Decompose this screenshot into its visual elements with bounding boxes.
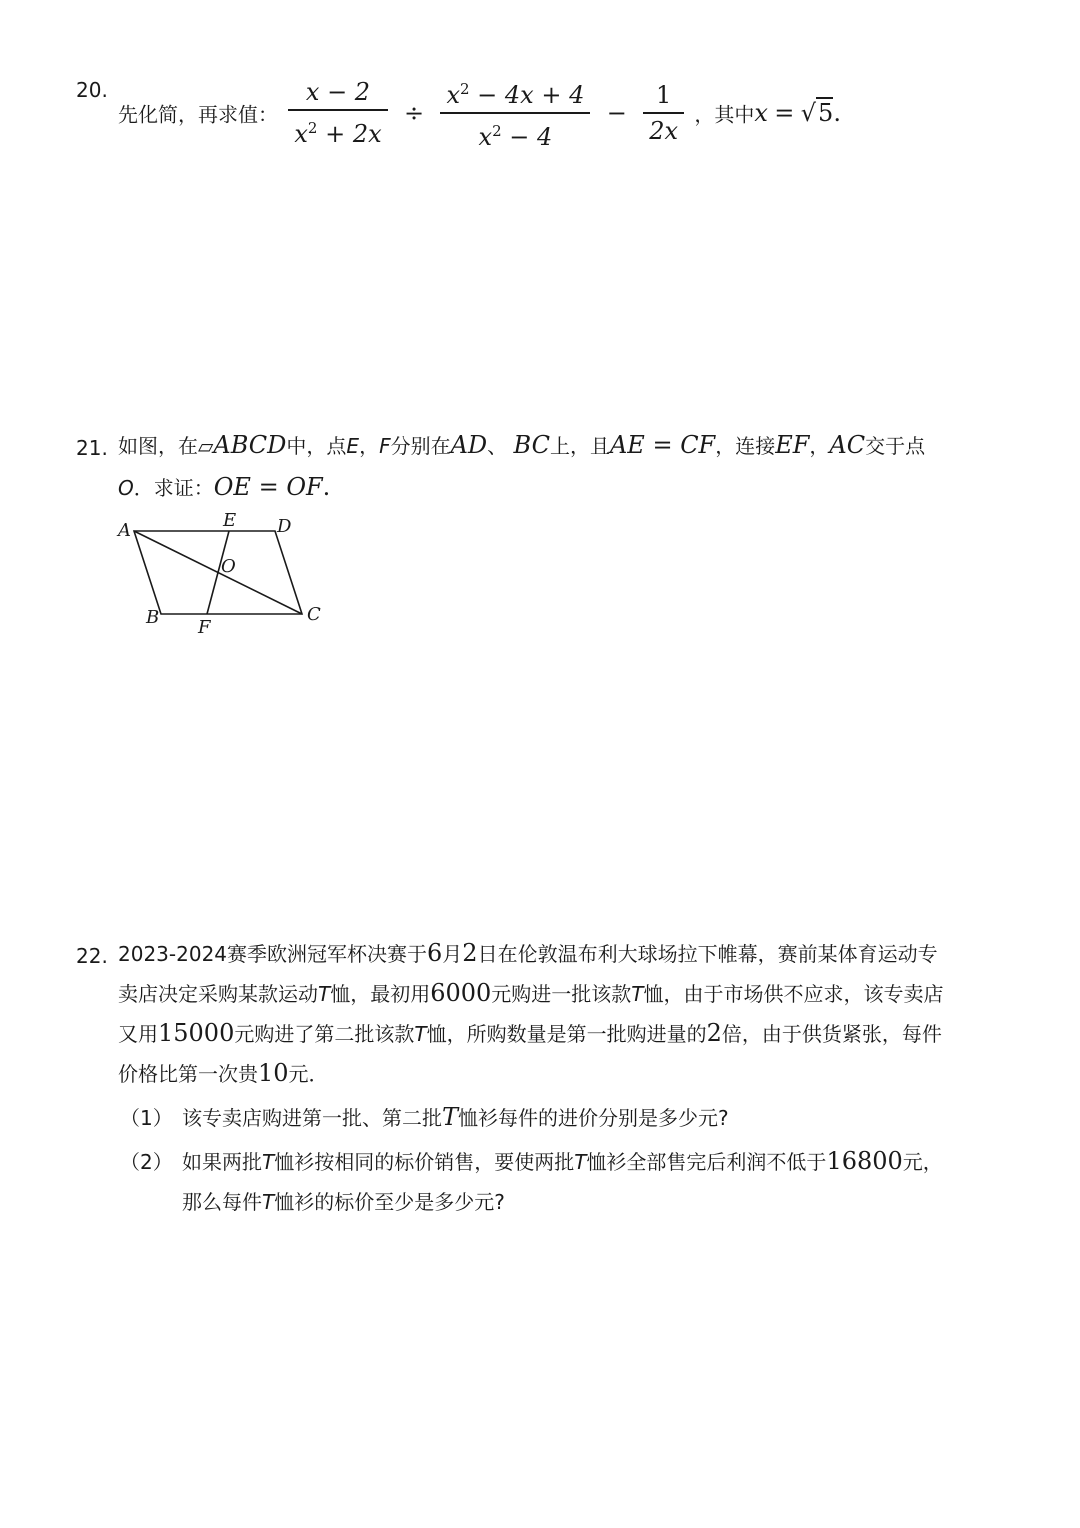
text: 、 [487,434,508,458]
fraction-1 [288,75,387,151]
label-o: O [221,556,236,577]
number: 10 [258,1059,289,1087]
term: − 4 [501,123,553,151]
math-ac: AC [829,431,866,459]
text: 恤衫的标价至少是多少元? [274,1190,505,1214]
sqrt-icon: √ [800,99,817,127]
fraction-1-numerator: x − 2 [288,75,387,111]
text: 2023-2024赛季欧洲冠军杯决赛于 [118,942,428,966]
text: 元购进了第二批该款 [234,1022,415,1046]
question-21-line-2 [118,472,330,501]
fraction-2-denominator [440,114,590,154]
math-ef: EF [775,431,810,459]
math-bc: BC [513,431,550,459]
x-variable: x [754,99,768,127]
term: + 2x [317,120,382,148]
sub-question-label: （2） [120,1150,173,1174]
label-f: F [198,617,211,638]
text: 又用 [118,1022,158,1046]
text: 恤衫每件的进价分别是多少元? [458,1106,729,1130]
term: − 4x + 4 [469,81,585,109]
point-f: F [379,434,391,458]
text: 卖店决定采购某款运动 [118,982,318,1006]
letter-t: T [414,1022,427,1046]
question-22-line [118,1058,329,1087]
text: 恤，由于市场供不应求，该专卖店 [643,982,944,1006]
label-c: C [307,604,321,625]
period: . [833,99,841,127]
point-o: O [118,476,134,500]
letter-t: T [574,1150,587,1174]
label-a: A [118,520,131,541]
point-e: E [346,434,360,458]
math-t: T [442,1103,459,1131]
number: 16800 [826,1147,903,1175]
number: 6 [427,939,443,967]
math-abcd: ABCD [213,431,287,459]
text: 那么每件 [182,1190,262,1214]
parallelogram-icon: ▱ [198,434,214,458]
text: 恤衫按相同的标价销售，要使两批 [274,1150,575,1174]
text: 上，且 [549,434,610,458]
number: 2 [462,939,478,967]
divide-operator: ÷ [403,99,425,127]
letter-t: T [631,982,644,1006]
math-ae-eq-cf: AE = CF [609,431,716,459]
label-e: E [223,510,237,531]
text: 恤，最初用 [330,982,431,1006]
parallelogram-figure [110,508,340,638]
sqrt-expression [801,97,841,127]
text: 元， [902,1150,943,1174]
text: 元． [288,1062,329,1086]
number: 6000 [430,979,492,1007]
text: 恤，所购数量是第一批购进量的 [426,1022,707,1046]
sub-question-2-line-1 [120,1146,943,1175]
text: 如果两批 [182,1150,262,1174]
fraction-3-denominator: 2x [649,117,678,145]
label-b: B [146,607,160,628]
text: 月 [442,942,463,966]
text: 交于点 [865,434,926,458]
sub-question-1 [120,1102,729,1131]
fraction-1-denominator [288,111,387,151]
where-text: ，其中 [694,102,755,127]
fraction-3 [643,78,684,148]
exponent: 2 [460,80,470,98]
fraction-2-numerator [440,72,590,114]
question-20-prefix: 先化简，再求值： [118,102,278,127]
exponent: 2 [492,122,502,140]
text: 分别在 [390,434,451,458]
question-22-line [118,938,938,967]
fraction-3-numerator: 1 [643,78,684,114]
letter-t: T [262,1190,275,1214]
text: ， [359,434,380,458]
exponent: 2 [307,119,318,137]
math-oe-eq-of: OE = OF [213,473,323,501]
question-22-line [118,978,944,1007]
question-20-expression [118,72,841,154]
question-22-line [118,1018,942,1047]
fraction-2 [440,72,590,154]
text: 中，点 [286,434,347,458]
question-number: 20. [76,78,108,102]
question-number: 22. [76,944,108,968]
math-ad: AD [450,431,488,459]
var: x [446,81,460,109]
equals-sign: = [774,99,795,127]
text: 日在伦敦温布利大球场拉下帷幕，赛前某体育运动专 [477,942,938,966]
sqrt-radicand: 5 [818,99,834,127]
text: ．求证： [133,476,214,500]
text: ， [809,434,830,458]
question-number: 21. [76,436,108,460]
letter-t: T [262,1150,275,1174]
text: 价格比第一次贵 [118,1062,258,1086]
sub-question-2-line-2 [182,1186,505,1215]
sub-question-label: （1） [120,1106,173,1130]
letter-t: T [318,982,331,1006]
question-21-line-1 [118,430,925,459]
text: 如图，在 [118,434,198,458]
text: 倍，由于供货紧张，每件 [721,1022,942,1046]
minus-operator: − [606,99,627,127]
number: 15000 [158,1019,235,1047]
text: 该专卖店购进第一批、第二批 [182,1106,442,1130]
var: x [294,120,308,148]
label-d: D [277,516,292,537]
var: x [478,123,493,151]
period: . [322,473,331,501]
text: 元购进一批该款 [491,982,632,1006]
text: ，连接 [715,434,776,458]
text: 恤衫全部售完后利润不低于 [586,1150,827,1174]
number: 2 [706,1019,722,1047]
